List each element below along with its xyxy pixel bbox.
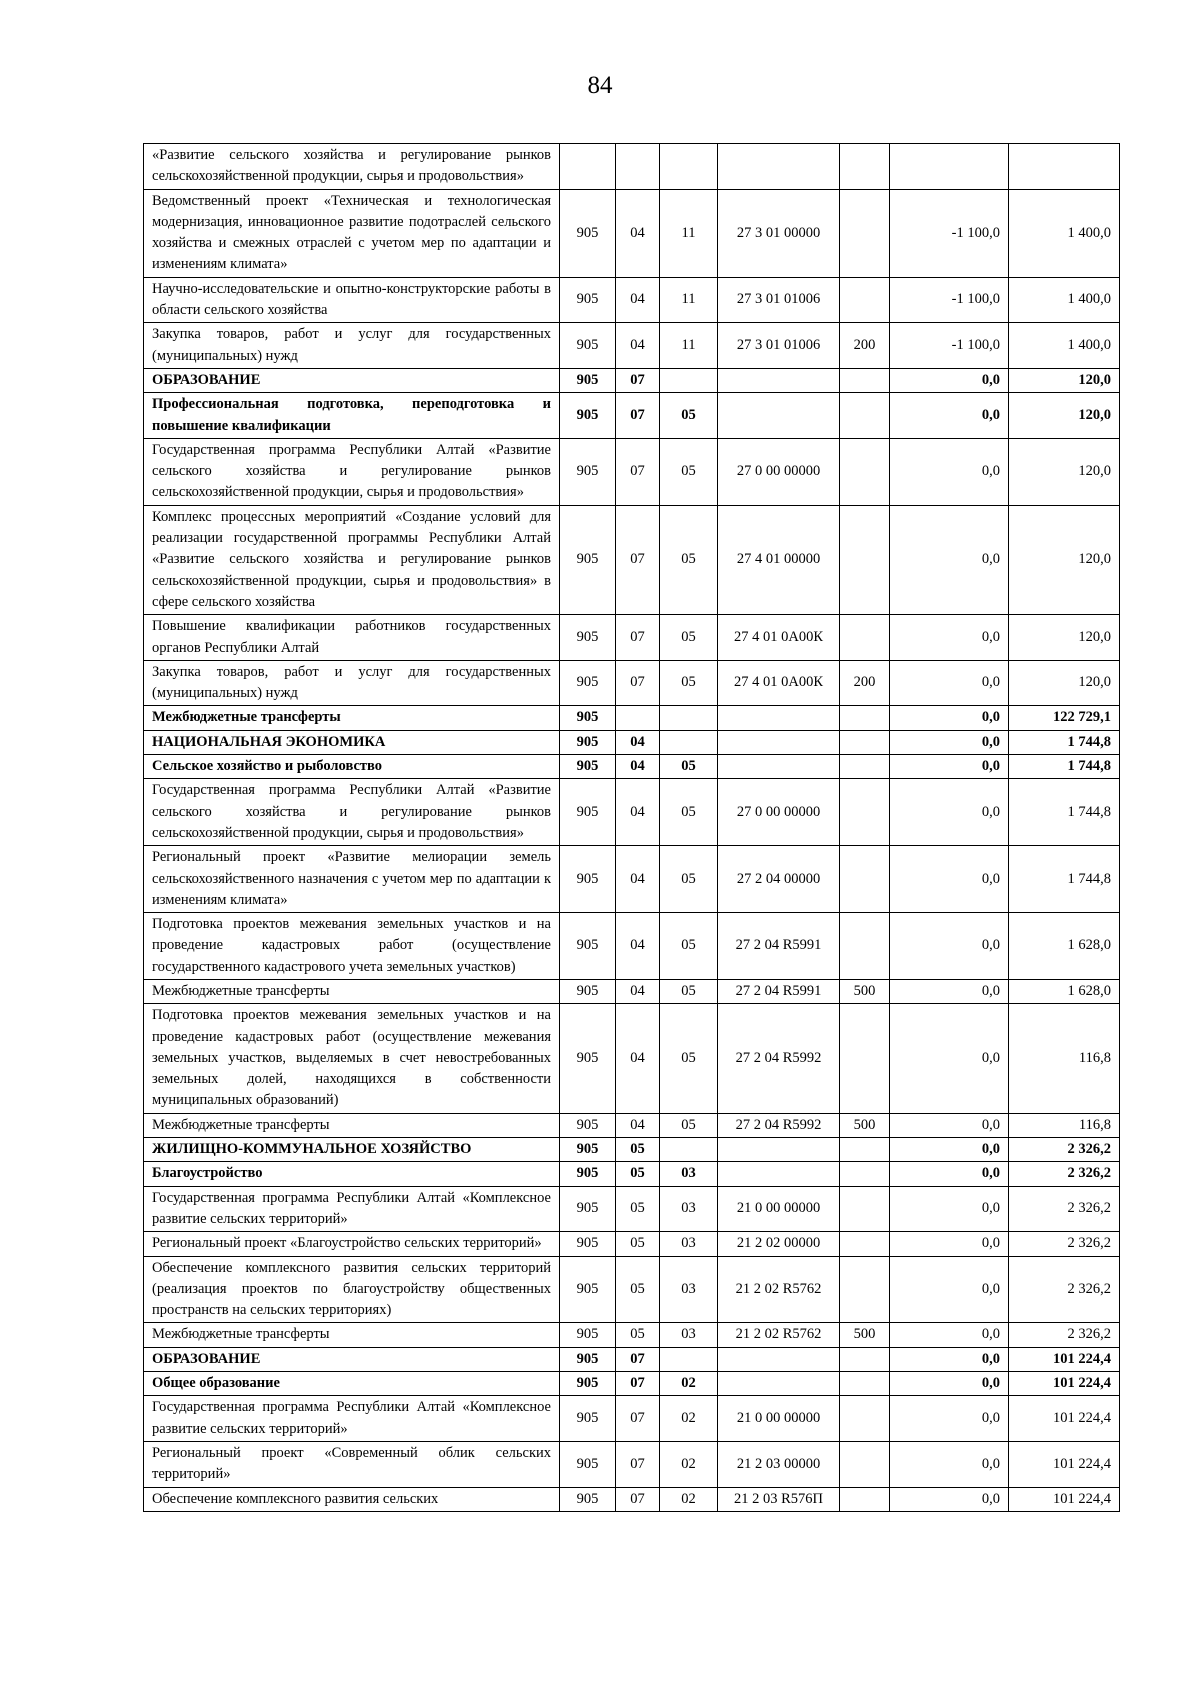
row-expense-type: [840, 1138, 890, 1162]
row-amount-total: 1 400,0: [1009, 189, 1120, 277]
table-row: [144, 913, 1120, 980]
row-subsection-code: 05: [660, 1004, 718, 1113]
row-grbs-code: 905: [560, 1487, 616, 1511]
row-expense-type: [840, 1372, 890, 1396]
row-grbs-code: 905: [560, 1372, 616, 1396]
row-subsection-code: 03: [660, 1186, 718, 1232]
row-section-code: [616, 144, 660, 190]
row-section-code: 04: [616, 979, 660, 1003]
row-target-article: 27 2 04 00000: [718, 846, 840, 913]
row-subsection-code: 05: [660, 438, 718, 505]
row-section-code: 04: [616, 779, 660, 846]
row-amount-total: 101 224,4: [1009, 1487, 1120, 1511]
row-name: Региональный проект «Развитие мелиорации земель сельскохозяйственного назначения с учетом мер по адаптации к изменениям климата»: [144, 846, 560, 913]
row-target-article: 27 3 01 01006: [718, 323, 840, 369]
row-section-code: 04: [616, 277, 660, 323]
row-grbs-code: 905: [560, 1347, 616, 1371]
table-row: [144, 1372, 1120, 1396]
table-row: [144, 277, 1120, 323]
table-row: [144, 438, 1120, 505]
row-name: Профессиональная подготовка, переподготовка и повышение квалификации: [144, 393, 560, 439]
row-expense-type: [840, 1256, 890, 1323]
row-grbs-code: 905: [560, 1396, 616, 1442]
row-amount-change: 0,0: [890, 1396, 1009, 1442]
row-subsection-code: 05: [660, 660, 718, 706]
row-section-code: 05: [616, 1323, 660, 1347]
row-expense-type: [840, 189, 890, 277]
row-amount-total: 120,0: [1009, 368, 1120, 392]
row-amount-total: 1 400,0: [1009, 277, 1120, 323]
row-expense-type: [840, 393, 890, 439]
budget-table: [143, 143, 1120, 1512]
table-row: [144, 1396, 1120, 1442]
row-amount-total: 120,0: [1009, 438, 1120, 505]
row-name: Подготовка проектов межевания земельных участков и на проведение кадастровых работ (осуществление государственного кадастрового учета земельных участков): [144, 913, 560, 980]
row-expense-type: [840, 1162, 890, 1186]
row-section-code: 07: [616, 438, 660, 505]
row-section-code: 07: [616, 1372, 660, 1396]
row-amount-total: 101 224,4: [1009, 1396, 1120, 1442]
row-expense-type: 500: [840, 979, 890, 1003]
row-name: Научно-исследовательские и опытно-конструкторские работы в области сельского хозяйства: [144, 277, 560, 323]
row-amount-change: 0,0: [890, 979, 1009, 1003]
table-row: [144, 1186, 1120, 1232]
row-subsection-code: 02: [660, 1487, 718, 1511]
table-row: [144, 846, 1120, 913]
row-amount-change: 0,0: [890, 1186, 1009, 1232]
row-grbs-code: 905: [560, 779, 616, 846]
row-amount-total: 1 628,0: [1009, 913, 1120, 980]
row-amount-total: 1 400,0: [1009, 323, 1120, 369]
row-section-code: [616, 706, 660, 730]
row-subsection-code: [660, 730, 718, 754]
row-amount-change: 0,0: [890, 1162, 1009, 1186]
row-amount-total: 116,8: [1009, 1004, 1120, 1113]
row-amount-total: 1 744,8: [1009, 755, 1120, 779]
row-subsection-code: 05: [660, 913, 718, 980]
row-target-article: 27 2 04 R5992: [718, 1004, 840, 1113]
row-target-article: [718, 144, 840, 190]
row-section-code: 07: [616, 505, 660, 614]
row-subsection-code: 05: [660, 846, 718, 913]
row-subsection-code: [660, 144, 718, 190]
row-target-article: 21 2 03 00000: [718, 1441, 840, 1487]
table-row: [144, 730, 1120, 754]
row-amount-change: 0,0: [890, 1113, 1009, 1137]
row-name: Закупка товаров, работ и услуг для государственных (муниципальных) нужд: [144, 323, 560, 369]
row-grbs-code: 905: [560, 846, 616, 913]
row-target-article: 21 2 02 00000: [718, 1232, 840, 1256]
row-amount-total: 1 744,8: [1009, 846, 1120, 913]
table-row: [144, 505, 1120, 614]
table-row: [144, 1256, 1120, 1323]
row-subsection-code: 11: [660, 189, 718, 277]
row-name: ЖИЛИЩНО-КОММУНАЛЬНОЕ ХОЗЯЙСТВО: [144, 1138, 560, 1162]
row-amount-change: 0,0: [890, 1232, 1009, 1256]
row-subsection-code: 05: [660, 615, 718, 661]
table-row: [144, 979, 1120, 1003]
row-amount-total: 120,0: [1009, 505, 1120, 614]
row-name: НАЦИОНАЛЬНАЯ ЭКОНОМИКА: [144, 730, 560, 754]
row-subsection-code: 03: [660, 1162, 718, 1186]
row-section-code: 04: [616, 846, 660, 913]
row-amount-total: [1009, 144, 1120, 190]
row-amount-total: 116,8: [1009, 1113, 1120, 1137]
row-amount-change: 0,0: [890, 1323, 1009, 1347]
row-expense-type: [840, 779, 890, 846]
table-row: [144, 779, 1120, 846]
row-name: Общее образование: [144, 1372, 560, 1396]
row-expense-type: [840, 755, 890, 779]
row-subsection-code: 02: [660, 1372, 718, 1396]
table-row: [144, 1232, 1120, 1256]
row-section-code: 07: [616, 615, 660, 661]
row-target-article: 27 2 04 R5991: [718, 913, 840, 980]
row-subsection-code: [660, 1347, 718, 1371]
table-row: [144, 755, 1120, 779]
row-amount-total: 120,0: [1009, 660, 1120, 706]
row-amount-total: 120,0: [1009, 615, 1120, 661]
row-expense-type: 500: [840, 1323, 890, 1347]
row-section-code: 07: [616, 1487, 660, 1511]
row-amount-change: 0,0: [890, 368, 1009, 392]
row-target-article: [718, 393, 840, 439]
row-amount-total: 2 326,2: [1009, 1232, 1120, 1256]
row-target-article: [718, 368, 840, 392]
row-amount-total: 120,0: [1009, 393, 1120, 439]
row-amount-change: 0,0: [890, 393, 1009, 439]
page-number: 84: [587, 72, 613, 99]
row-grbs-code: 905: [560, 438, 616, 505]
row-subsection-code: 05: [660, 755, 718, 779]
row-amount-change: -1 100,0: [890, 277, 1009, 323]
row-subsection-code: 03: [660, 1256, 718, 1323]
row-grbs-code: 905: [560, 189, 616, 277]
row-section-code: 07: [616, 393, 660, 439]
row-name: Государственная программа Республики Алтай «Комплексное развитие сельских территорий»: [144, 1186, 560, 1232]
row-amount-change: 0,0: [890, 846, 1009, 913]
row-name: «Развитие сельского хозяйства и регулирование рынков сельскохозяйственной продукции, сырья и продовольствия»: [144, 144, 560, 190]
table-row: [144, 1004, 1120, 1113]
row-target-article: [718, 706, 840, 730]
row-grbs-code: 905: [560, 615, 616, 661]
row-subsection-code: 11: [660, 323, 718, 369]
row-amount-total: 2 326,2: [1009, 1186, 1120, 1232]
row-amount-change: -1 100,0: [890, 189, 1009, 277]
row-grbs-code: 905: [560, 505, 616, 614]
row-target-article: [718, 1138, 840, 1162]
row-target-article: 21 2 02 R5762: [718, 1256, 840, 1323]
row-expense-type: [840, 913, 890, 980]
row-name: Закупка товаров, работ и услуг для государственных (муниципальных) нужд: [144, 660, 560, 706]
row-grbs-code: 905: [560, 368, 616, 392]
row-amount-change: 0,0: [890, 1138, 1009, 1162]
row-amount-total: 2 326,2: [1009, 1256, 1120, 1323]
row-name: Обеспечение комплексного развития сельских территорий (реализация проектов по благоустройству общественных пространств на сельских территориях): [144, 1256, 560, 1323]
row-subsection-code: [660, 368, 718, 392]
row-expense-type: [840, 1396, 890, 1442]
row-subsection-code: [660, 706, 718, 730]
row-target-article: 27 3 01 00000: [718, 189, 840, 277]
table-row: [144, 1441, 1120, 1487]
table-row: [144, 368, 1120, 392]
row-target-article: 27 2 04 R5992: [718, 1113, 840, 1137]
row-name: Региональный проект «Благоустройство сельских территорий»: [144, 1232, 560, 1256]
row-section-code: 04: [616, 730, 660, 754]
row-expense-type: [840, 846, 890, 913]
row-subsection-code: 05: [660, 979, 718, 1003]
row-target-article: 27 0 00 00000: [718, 438, 840, 505]
row-grbs-code: 905: [560, 730, 616, 754]
row-subsection-code: 02: [660, 1396, 718, 1442]
table-row: [144, 660, 1120, 706]
row-amount-change: 0,0: [890, 438, 1009, 505]
row-expense-type: [840, 1004, 890, 1113]
row-amount-change: 0,0: [890, 706, 1009, 730]
row-name: Региональный проект «Современный облик сельских территорий»: [144, 1441, 560, 1487]
row-target-article: 21 2 03 R576П: [718, 1487, 840, 1511]
row-amount-change: 0,0: [890, 660, 1009, 706]
row-subsection-code: 05: [660, 393, 718, 439]
row-expense-type: 500: [840, 1113, 890, 1137]
row-expense-type: [840, 1441, 890, 1487]
table-row: [144, 615, 1120, 661]
row-name: ОБРАЗОВАНИЕ: [144, 368, 560, 392]
table-row: [144, 1323, 1120, 1347]
row-expense-type: [840, 438, 890, 505]
row-target-article: 27 3 01 01006: [718, 277, 840, 323]
row-expense-type: [840, 1347, 890, 1371]
row-target-article: 21 0 00 00000: [718, 1396, 840, 1442]
row-subsection-code: 05: [660, 1113, 718, 1137]
row-grbs-code: 905: [560, 277, 616, 323]
row-amount-change: 0,0: [890, 1441, 1009, 1487]
row-name: Обеспечение комплексного развития сельских: [144, 1487, 560, 1511]
row-grbs-code: 905: [560, 1138, 616, 1162]
row-amount-change: 0,0: [890, 1487, 1009, 1511]
row-expense-type: [840, 730, 890, 754]
row-grbs-code: 905: [560, 1323, 616, 1347]
row-amount-change: 0,0: [890, 1347, 1009, 1371]
row-name: Государственная программа Республики Алтай «Развитие сельского хозяйства и регулирование рынков сельскохозяйственной продукции, сырья и продовольствия»: [144, 779, 560, 846]
row-name: Межбюджетные трансферты: [144, 706, 560, 730]
row-target-article: [718, 1372, 840, 1396]
row-expense-type: [840, 505, 890, 614]
row-name: Повышение квалификации работников государственных органов Республики Алтай: [144, 615, 560, 661]
row-expense-type: [840, 1186, 890, 1232]
row-grbs-code: 905: [560, 1186, 616, 1232]
row-grbs-code: 905: [560, 755, 616, 779]
row-target-article: 21 2 02 R5762: [718, 1323, 840, 1347]
row-name: Благоустройство: [144, 1162, 560, 1186]
row-amount-change: 0,0: [890, 1256, 1009, 1323]
row-expense-type: [840, 144, 890, 190]
row-amount-total: 1 628,0: [1009, 979, 1120, 1003]
row-amount-change: -1 100,0: [890, 323, 1009, 369]
row-subsection-code: 05: [660, 505, 718, 614]
row-section-code: 07: [616, 368, 660, 392]
row-expense-type: [840, 706, 890, 730]
table-row: [144, 1138, 1120, 1162]
row-target-article: 21 0 00 00000: [718, 1186, 840, 1232]
table-row: [144, 323, 1120, 369]
row-target-article: 27 0 00 00000: [718, 779, 840, 846]
row-section-code: 04: [616, 1113, 660, 1137]
row-name: Подготовка проектов межевания земельных участков и на проведение кадастровых работ (осуществление межевания земельных участков, выделяемых в счет невостребованных земельных долей, находящихся в собственности муниципальных образований): [144, 1004, 560, 1113]
row-subsection-code: [660, 1138, 718, 1162]
row-section-code: 04: [616, 913, 660, 980]
row-section-code: 04: [616, 323, 660, 369]
row-name: ОБРАЗОВАНИЕ: [144, 1347, 560, 1371]
row-amount-total: 101 224,4: [1009, 1441, 1120, 1487]
row-amount-change: 0,0: [890, 779, 1009, 846]
row-amount-total: 2 326,2: [1009, 1323, 1120, 1347]
row-target-article: [718, 730, 840, 754]
row-amount-change: 0,0: [890, 1372, 1009, 1396]
row-grbs-code: [560, 144, 616, 190]
row-grbs-code: 905: [560, 1162, 616, 1186]
row-section-code: 07: [616, 1441, 660, 1487]
row-expense-type: 200: [840, 660, 890, 706]
row-expense-type: [840, 1487, 890, 1511]
row-grbs-code: 905: [560, 1256, 616, 1323]
row-amount-change: 0,0: [890, 730, 1009, 754]
row-grbs-code: 905: [560, 1004, 616, 1113]
table-row: [144, 1162, 1120, 1186]
row-expense-type: [840, 1232, 890, 1256]
row-grbs-code: 905: [560, 323, 616, 369]
row-target-article: 27 4 01 0А00К: [718, 660, 840, 706]
row-name: Комплекс процессных мероприятий «Создание условий для реализации государственной программы Республики Алтай «Развитие сельского хозяйства и регулирование рынков сельскохозяйственной продукции, сырья и продовольствия» в сфере сельского хозяйства: [144, 505, 560, 614]
row-name: Сельское хозяйство и рыболовство: [144, 755, 560, 779]
row-subsection-code: 03: [660, 1232, 718, 1256]
row-section-code: 05: [616, 1162, 660, 1186]
row-name: Межбюджетные трансферты: [144, 1113, 560, 1137]
row-name: Ведомственный проект «Техническая и технологическая модернизация, инновационное развитие подотраслей сельского хозяйства и смежных отраслей с учетом мер по адаптации и изменениям климата»: [144, 189, 560, 277]
row-name: Государственная программа Республики Алтай «Развитие сельского хозяйства и регулирование рынков сельскохозяйственной продукции, сырья и продовольствия»: [144, 438, 560, 505]
table-row: [144, 1487, 1120, 1511]
row-grbs-code: 905: [560, 660, 616, 706]
row-section-code: 05: [616, 1256, 660, 1323]
row-expense-type: [840, 277, 890, 323]
row-grbs-code: 905: [560, 1441, 616, 1487]
row-name: Государственная программа Республики Алтай «Комплексное развитие сельских территорий»: [144, 1396, 560, 1442]
table-row: [144, 1347, 1120, 1371]
row-amount-total: 122 729,1: [1009, 706, 1120, 730]
table-row: [144, 144, 1120, 190]
row-amount-total: 2 326,2: [1009, 1138, 1120, 1162]
row-amount-change: 0,0: [890, 1004, 1009, 1113]
row-amount-total: 1 744,8: [1009, 730, 1120, 754]
row-amount-change: 0,0: [890, 615, 1009, 661]
row-target-article: [718, 1162, 840, 1186]
row-section-code: 04: [616, 189, 660, 277]
table-row: [144, 1113, 1120, 1137]
row-subsection-code: 02: [660, 1441, 718, 1487]
row-section-code: 04: [616, 1004, 660, 1113]
row-section-code: 05: [616, 1232, 660, 1256]
row-name: Межбюджетные трансферты: [144, 1323, 560, 1347]
row-amount-change: [890, 144, 1009, 190]
row-subsection-code: 03: [660, 1323, 718, 1347]
row-section-code: 07: [616, 660, 660, 706]
row-expense-type: 200: [840, 323, 890, 369]
row-name: Межбюджетные трансферты: [144, 979, 560, 1003]
row-target-article: 27 2 04 R5991: [718, 979, 840, 1003]
row-amount-change: 0,0: [890, 505, 1009, 614]
row-target-article: 27 4 01 0А00К: [718, 615, 840, 661]
row-amount-change: 0,0: [890, 755, 1009, 779]
row-grbs-code: 905: [560, 1232, 616, 1256]
table-row: [144, 189, 1120, 277]
row-target-article: 27 4 01 00000: [718, 505, 840, 614]
row-amount-change: 0,0: [890, 913, 1009, 980]
row-section-code: 05: [616, 1186, 660, 1232]
row-expense-type: [840, 615, 890, 661]
row-amount-total: 101 224,4: [1009, 1372, 1120, 1396]
row-grbs-code: 905: [560, 1113, 616, 1137]
table-row: [144, 706, 1120, 730]
row-amount-total: 1 744,8: [1009, 779, 1120, 846]
row-grbs-code: 905: [560, 979, 616, 1003]
row-target-article: [718, 1347, 840, 1371]
row-expense-type: [840, 368, 890, 392]
row-section-code: 07: [616, 1396, 660, 1442]
row-section-code: 07: [616, 1347, 660, 1371]
row-target-article: [718, 755, 840, 779]
row-grbs-code: 905: [560, 913, 616, 980]
row-subsection-code: 05: [660, 779, 718, 846]
row-section-code: 04: [616, 755, 660, 779]
row-amount-total: 101 224,4: [1009, 1347, 1120, 1371]
row-section-code: 05: [616, 1138, 660, 1162]
row-subsection-code: 11: [660, 277, 718, 323]
table-row: [144, 393, 1120, 439]
row-grbs-code: 905: [560, 393, 616, 439]
row-grbs-code: 905: [560, 706, 616, 730]
row-amount-total: 2 326,2: [1009, 1162, 1120, 1186]
